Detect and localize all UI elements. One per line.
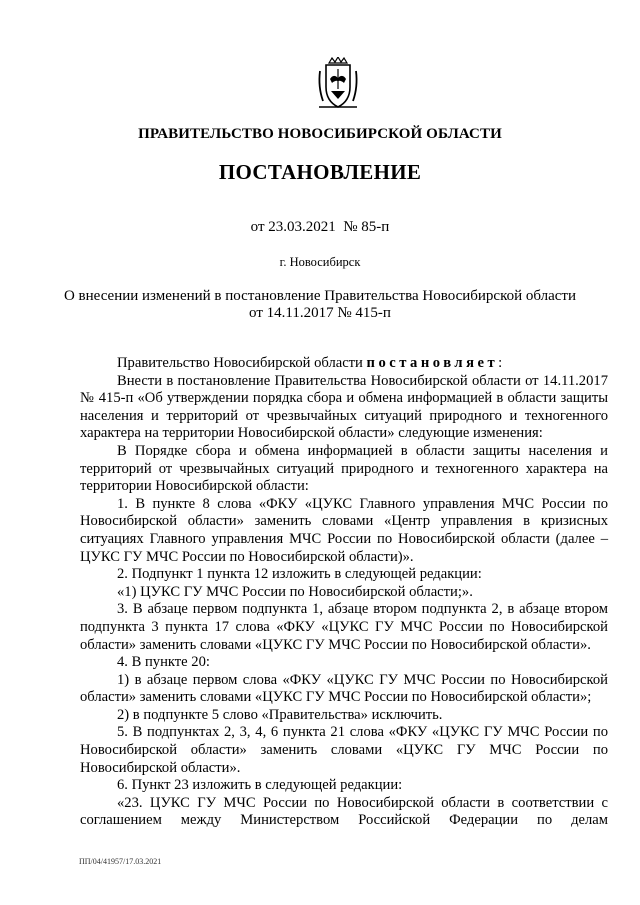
paragraph-4: 1. В пункте 8 слова «ФКУ «ЦУКС Главного управления МЧС России по Новосибирской области» заменить словами «Центр управления в кризисных ситуациях Главного управления МЧС России по Новосибирской области (далее – ЦУКС ГУ МЧС России по Новосибирской области)». bbox=[80, 495, 608, 565]
paragraph-8: 4. В пункте 20: bbox=[117, 654, 210, 671]
paragraph-12: 6. Пункт 23 изложить в следующей редакции: bbox=[117, 777, 403, 794]
resolves-keyword: постановляет bbox=[366, 355, 499, 371]
paragraph-9: 1) в абзаце первом слова «ФКУ «ЦУКС ГУ МЧС России по Новосибирской области» заменить словами «ЦУКС ГУ МЧС России по Новосибирской области»; bbox=[80, 671, 608, 706]
government-title: ПРАВИТЕЛЬСТВО НОВОСИБИРСКОЙ ОБЛАСТИ bbox=[138, 126, 502, 142]
city: г. Новосибирск bbox=[279, 255, 361, 269]
paragraph-3: В Порядке сбора и обмена информацией в области защиты населения и территорий от чрезвычайных ситуаций природного и техногенного характера на территории Новосибирской области: bbox=[80, 442, 608, 495]
document-number: № 85-п bbox=[343, 219, 390, 235]
document-type: ПОСТАНОВЛЕНИЕ bbox=[218, 160, 422, 184]
paragraph-11: 5. В подпунктах 2, 3, 4, 6 пункта 21 слова «ФКУ «ЦУКС ГУ МЧС России по Новосибирской области» заменить словами «ЦУКС ГУ МЧС России по Новосибирской области». bbox=[80, 724, 608, 776]
subject-line-2: от 14.11.2017 № 415-п bbox=[249, 305, 391, 321]
paragraph-2: Внести в постановление Правительства Новосибирской области от 14.11.2017 № 415-п «Об утверждении порядка сбора и обмена информацией в области защиты населения и территорий от чрезвычайных ситуаций природного и техногенного характера на территории Новосибирской области» следующие изменения: bbox=[80, 372, 608, 442]
document-body bbox=[80, 355, 608, 830]
paragraph-6: «1) ЦУКС ГУ МЧС России по Новосибирской области;». bbox=[117, 583, 473, 600]
subject-line-1: О внесении изменений в постановление Правительства Новосибирской области bbox=[63, 288, 577, 304]
paragraph-5: 2. Подпункт 1 пункта 12 изложить в следующей редакции: bbox=[117, 566, 482, 583]
paragraph-1-colon: : bbox=[498, 355, 503, 371]
date-number-line bbox=[0, 219, 640, 236]
footer-code: ПП/04/41957/17.03.2021 bbox=[79, 857, 162, 866]
document-date: 23.03.2021 bbox=[268, 219, 336, 235]
coat-of-arms-icon bbox=[317, 57, 359, 111]
paragraph-10: 2) в подпункте 5 слово «Правительства» исключить. bbox=[117, 706, 443, 723]
paragraph-1-text: Правительство Новосибирской области bbox=[117, 355, 367, 371]
paragraph-13: «23. ЦУКС ГУ МЧС России по Новосибирской области в соответствии с соглашением между Министерством Российской Федерации по делам bbox=[80, 794, 608, 829]
paragraph-7: 3. В абзаце первом подпункта 1, абзаце втором подпункта 2, в абзаце втором подпункта 3 пункта 17 слова «ФКУ «ЦУКС ГУ МЧС России по Новосибирской области» заменить словами «ЦУКС ГУ МЧС России по Новосибирской области». bbox=[80, 601, 608, 653]
paragraph-1 bbox=[80, 355, 608, 373]
document-subject bbox=[0, 288, 640, 322]
date-prefix: от bbox=[250, 219, 265, 235]
